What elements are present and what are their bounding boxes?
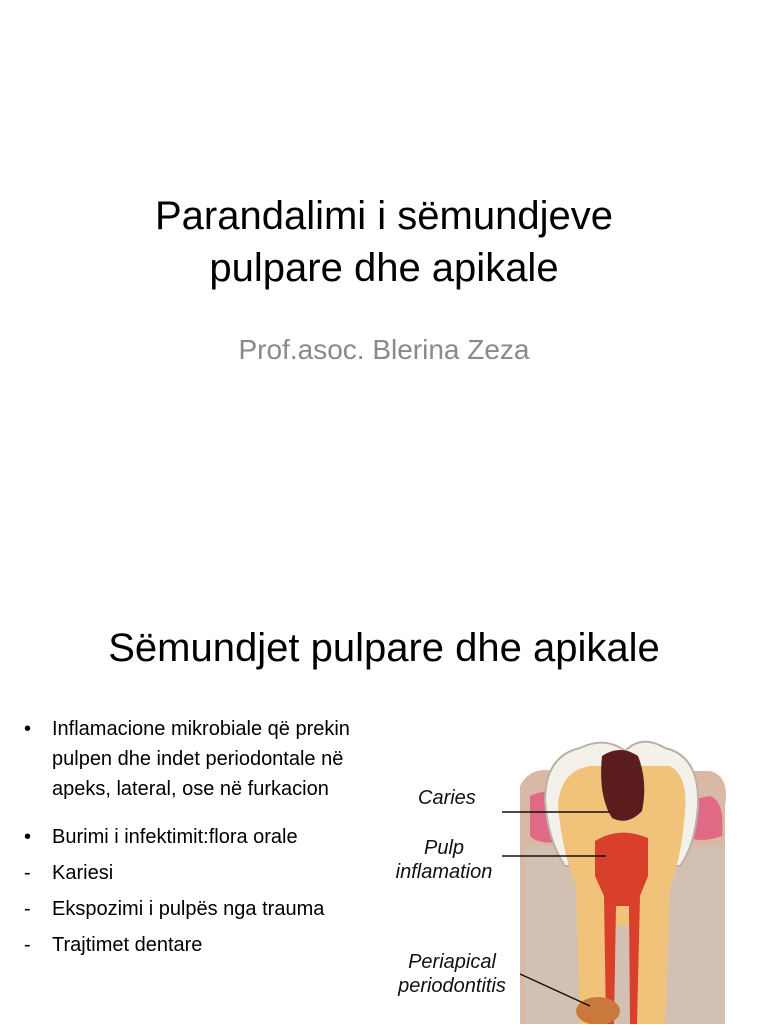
periapical-lesion <box>576 997 620 1024</box>
caries-label: Caries <box>418 787 476 809</box>
periapical-label-line1: Periapical <box>408 951 496 973</box>
dash-marker: - <box>24 862 31 884</box>
bullet-marker: • <box>24 718 32 740</box>
pulp-label-line2: inflamation <box>395 861 493 883</box>
periapical-label-line2: periodontitis <box>398 975 506 997</box>
list-item <box>20 714 370 804</box>
list-item-text: Trajtimet dentare <box>52 934 203 956</box>
list-item <box>20 930 370 960</box>
slide-content <box>0 576 768 1024</box>
list-item-text: Kariesi <box>52 862 114 884</box>
dash-marker: - <box>24 934 31 956</box>
list-item-text: Burimi i infektimit:flora orale <box>52 826 298 848</box>
list-item <box>20 858 370 888</box>
tooth-diagram <box>380 726 768 1024</box>
pulp-label-line1: Pulp <box>423 837 465 859</box>
dash-marker: - <box>24 898 31 920</box>
pulp-label <box>384 836 504 884</box>
slide-title-heading <box>40 190 728 294</box>
list-item-text: Inflamacione mikrobiale që prekin pulpen dhe indet periodontale në apeks, lateral, ose në furkacion <box>52 718 350 800</box>
list-item <box>20 894 370 924</box>
list-item-text: Ekspozimi i pulpës nga trauma <box>52 898 325 920</box>
list-item <box>20 822 370 852</box>
slide-content-heading: Sëmundjet pulpare dhe apikale <box>108 626 660 670</box>
title-line-1: Parandalimi i sëmundjeve <box>154 194 613 238</box>
bullet-marker: • <box>24 826 32 848</box>
slide-subtitle-author: Prof.asoc. Blerina Zeza <box>238 334 530 365</box>
bullet-list <box>20 714 370 960</box>
title-line-2: pulpare dhe apikale <box>209 246 559 290</box>
periapical-label <box>384 950 520 998</box>
